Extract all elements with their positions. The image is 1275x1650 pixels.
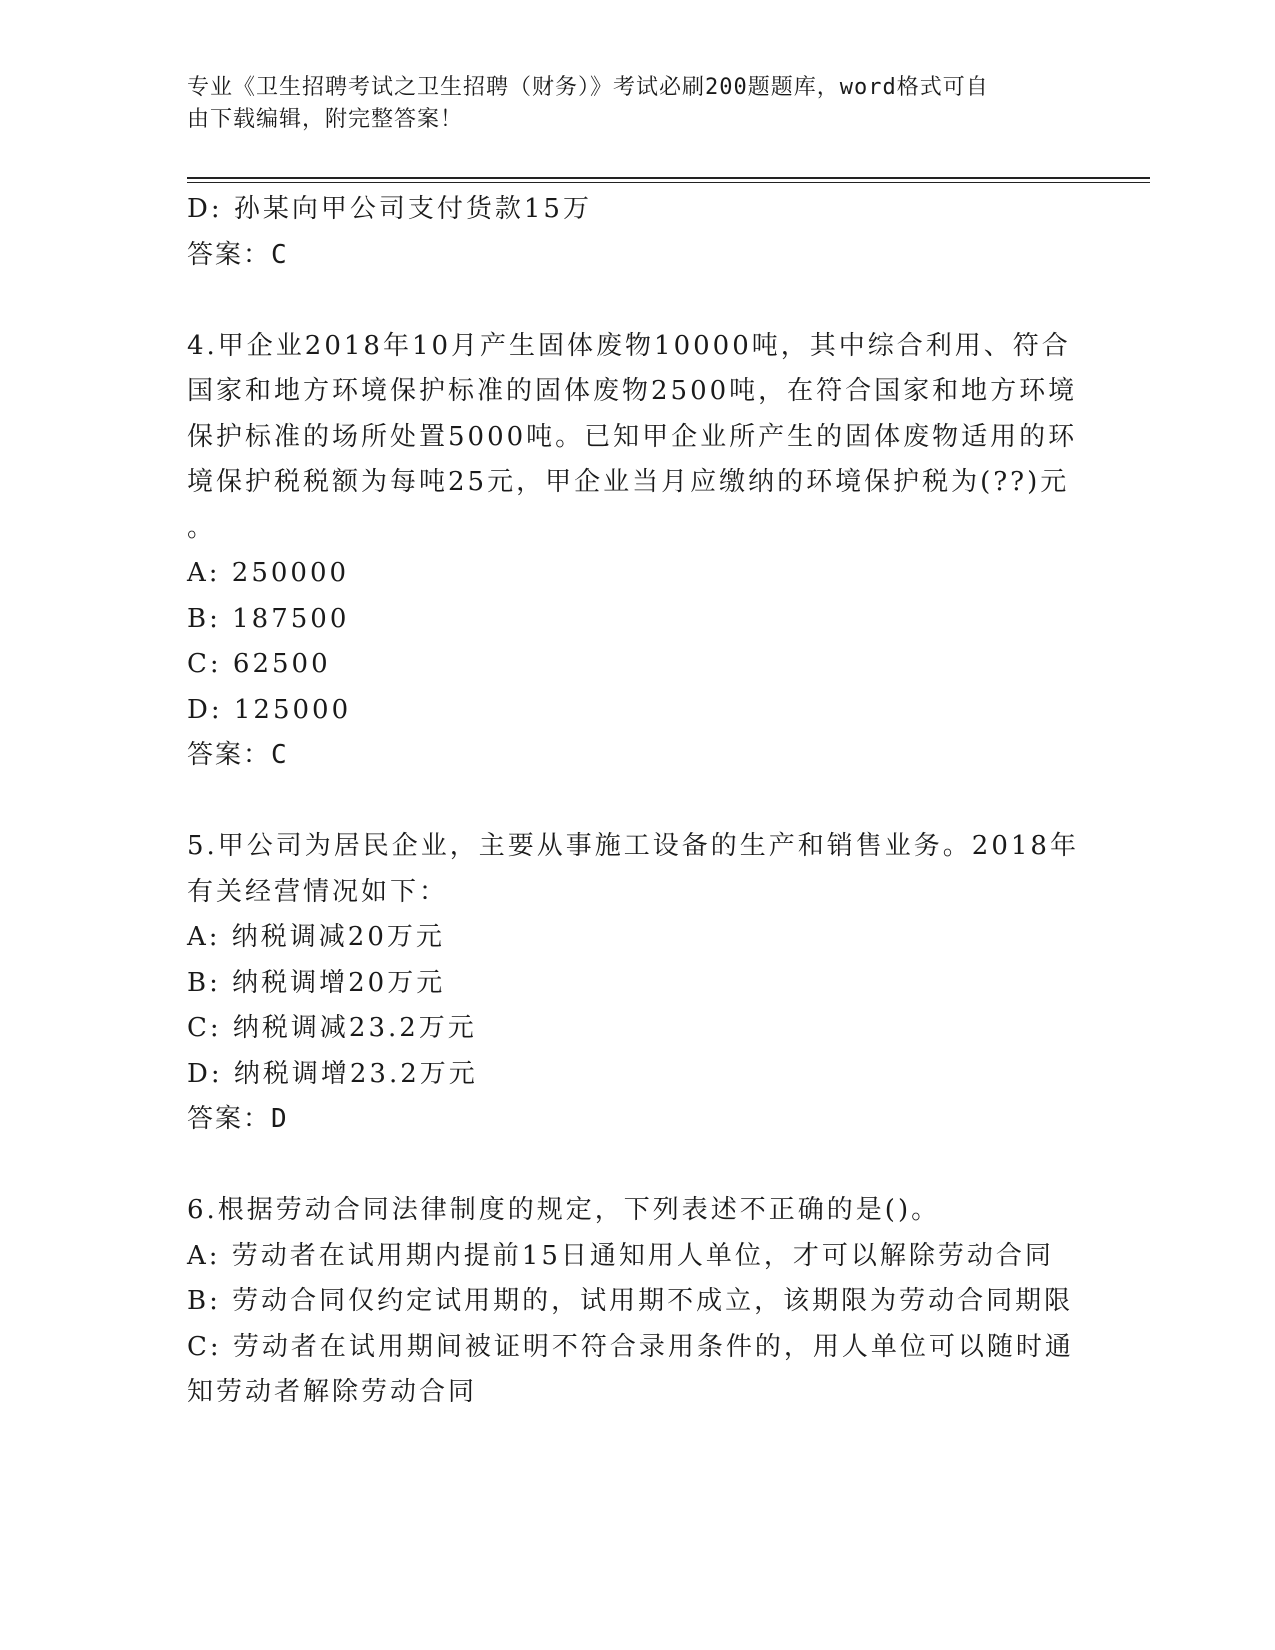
question-text-line: 4.甲企业2018年10月产生固体废物10000吨，其中综合利用、符合 bbox=[187, 330, 1071, 361]
document-header bbox=[187, 72, 1067, 136]
header-divider-thin bbox=[187, 182, 1150, 183]
header-divider-thick bbox=[187, 177, 1150, 179]
option-c-continued: 知劳动者解除劳动合同 bbox=[187, 1377, 478, 1407]
question-text-line: 有关经营情况如下： bbox=[187, 876, 449, 907]
answer-line: 答案：C bbox=[187, 740, 289, 770]
option-d: D: 孙某向甲公司支付货款15万 bbox=[187, 194, 592, 224]
question-list bbox=[187, 187, 1077, 1416]
option-b: B: 劳动合同仅约定试用期的，试用期不成立，该期限为劳动合同期限 bbox=[187, 1286, 1074, 1316]
question-text-line: 。 bbox=[187, 512, 217, 543]
spacer bbox=[187, 278, 1077, 324]
question-text-line: 国家和地方环境保护标准的固体废物2500吨，在符合国家和地方环境 bbox=[187, 376, 1078, 406]
option-b: B: 187500 bbox=[187, 603, 350, 634]
question-6 bbox=[187, 1188, 1077, 1416]
option-a: A: 劳动者在试用期内提前15日通知用人单位，才可以解除劳动合同 bbox=[187, 1240, 1054, 1271]
question-text-line: 6.根据劳动合同法律制度的规定，下列表述不正确的是()。 bbox=[187, 1195, 941, 1225]
answer-line: 答案：D bbox=[187, 1104, 289, 1134]
question-text-line: 境保护税税额为每吨25元，甲企业当月应缴纳的环境保护税为(??)元 bbox=[187, 467, 1070, 497]
option-c: C: 纳税调减23.2万元 bbox=[187, 1013, 477, 1043]
option-a: A: 250000 bbox=[187, 558, 350, 588]
option-a: A: 纳税调减20万元 bbox=[187, 922, 445, 952]
question-3-tail bbox=[187, 187, 1077, 278]
header-line-2: 由下载编辑，附完整答案！ bbox=[187, 107, 464, 132]
question-5 bbox=[187, 824, 1077, 1143]
question-text-line: 5.甲公司为居民企业，主要从事施工设备的生产和销售业务。2018年 bbox=[187, 831, 1079, 861]
option-d: D: 125000 bbox=[187, 694, 352, 725]
option-b: B: 纳税调增20万元 bbox=[187, 967, 446, 998]
spacer bbox=[187, 779, 1077, 825]
option-d: D: 纳税调增23.2万元 bbox=[187, 1058, 478, 1089]
question-4 bbox=[187, 324, 1077, 779]
question-text-line: 保护标准的场所处置5000吨。已知甲企业所产生的固体废物适用的环 bbox=[187, 421, 1078, 452]
option-c: C: 62500 bbox=[187, 649, 331, 679]
option-c: C: 劳动者在试用期间被证明不符合录用条件的，用人单位可以随时通 bbox=[187, 1331, 1074, 1362]
answer-line: 答案：C bbox=[187, 239, 289, 270]
header-line-1: 专业《卫生招聘考试之卫生招聘（财务）》考试必刷200题题库，word格式可自 bbox=[187, 75, 989, 100]
spacer bbox=[187, 1143, 1077, 1189]
